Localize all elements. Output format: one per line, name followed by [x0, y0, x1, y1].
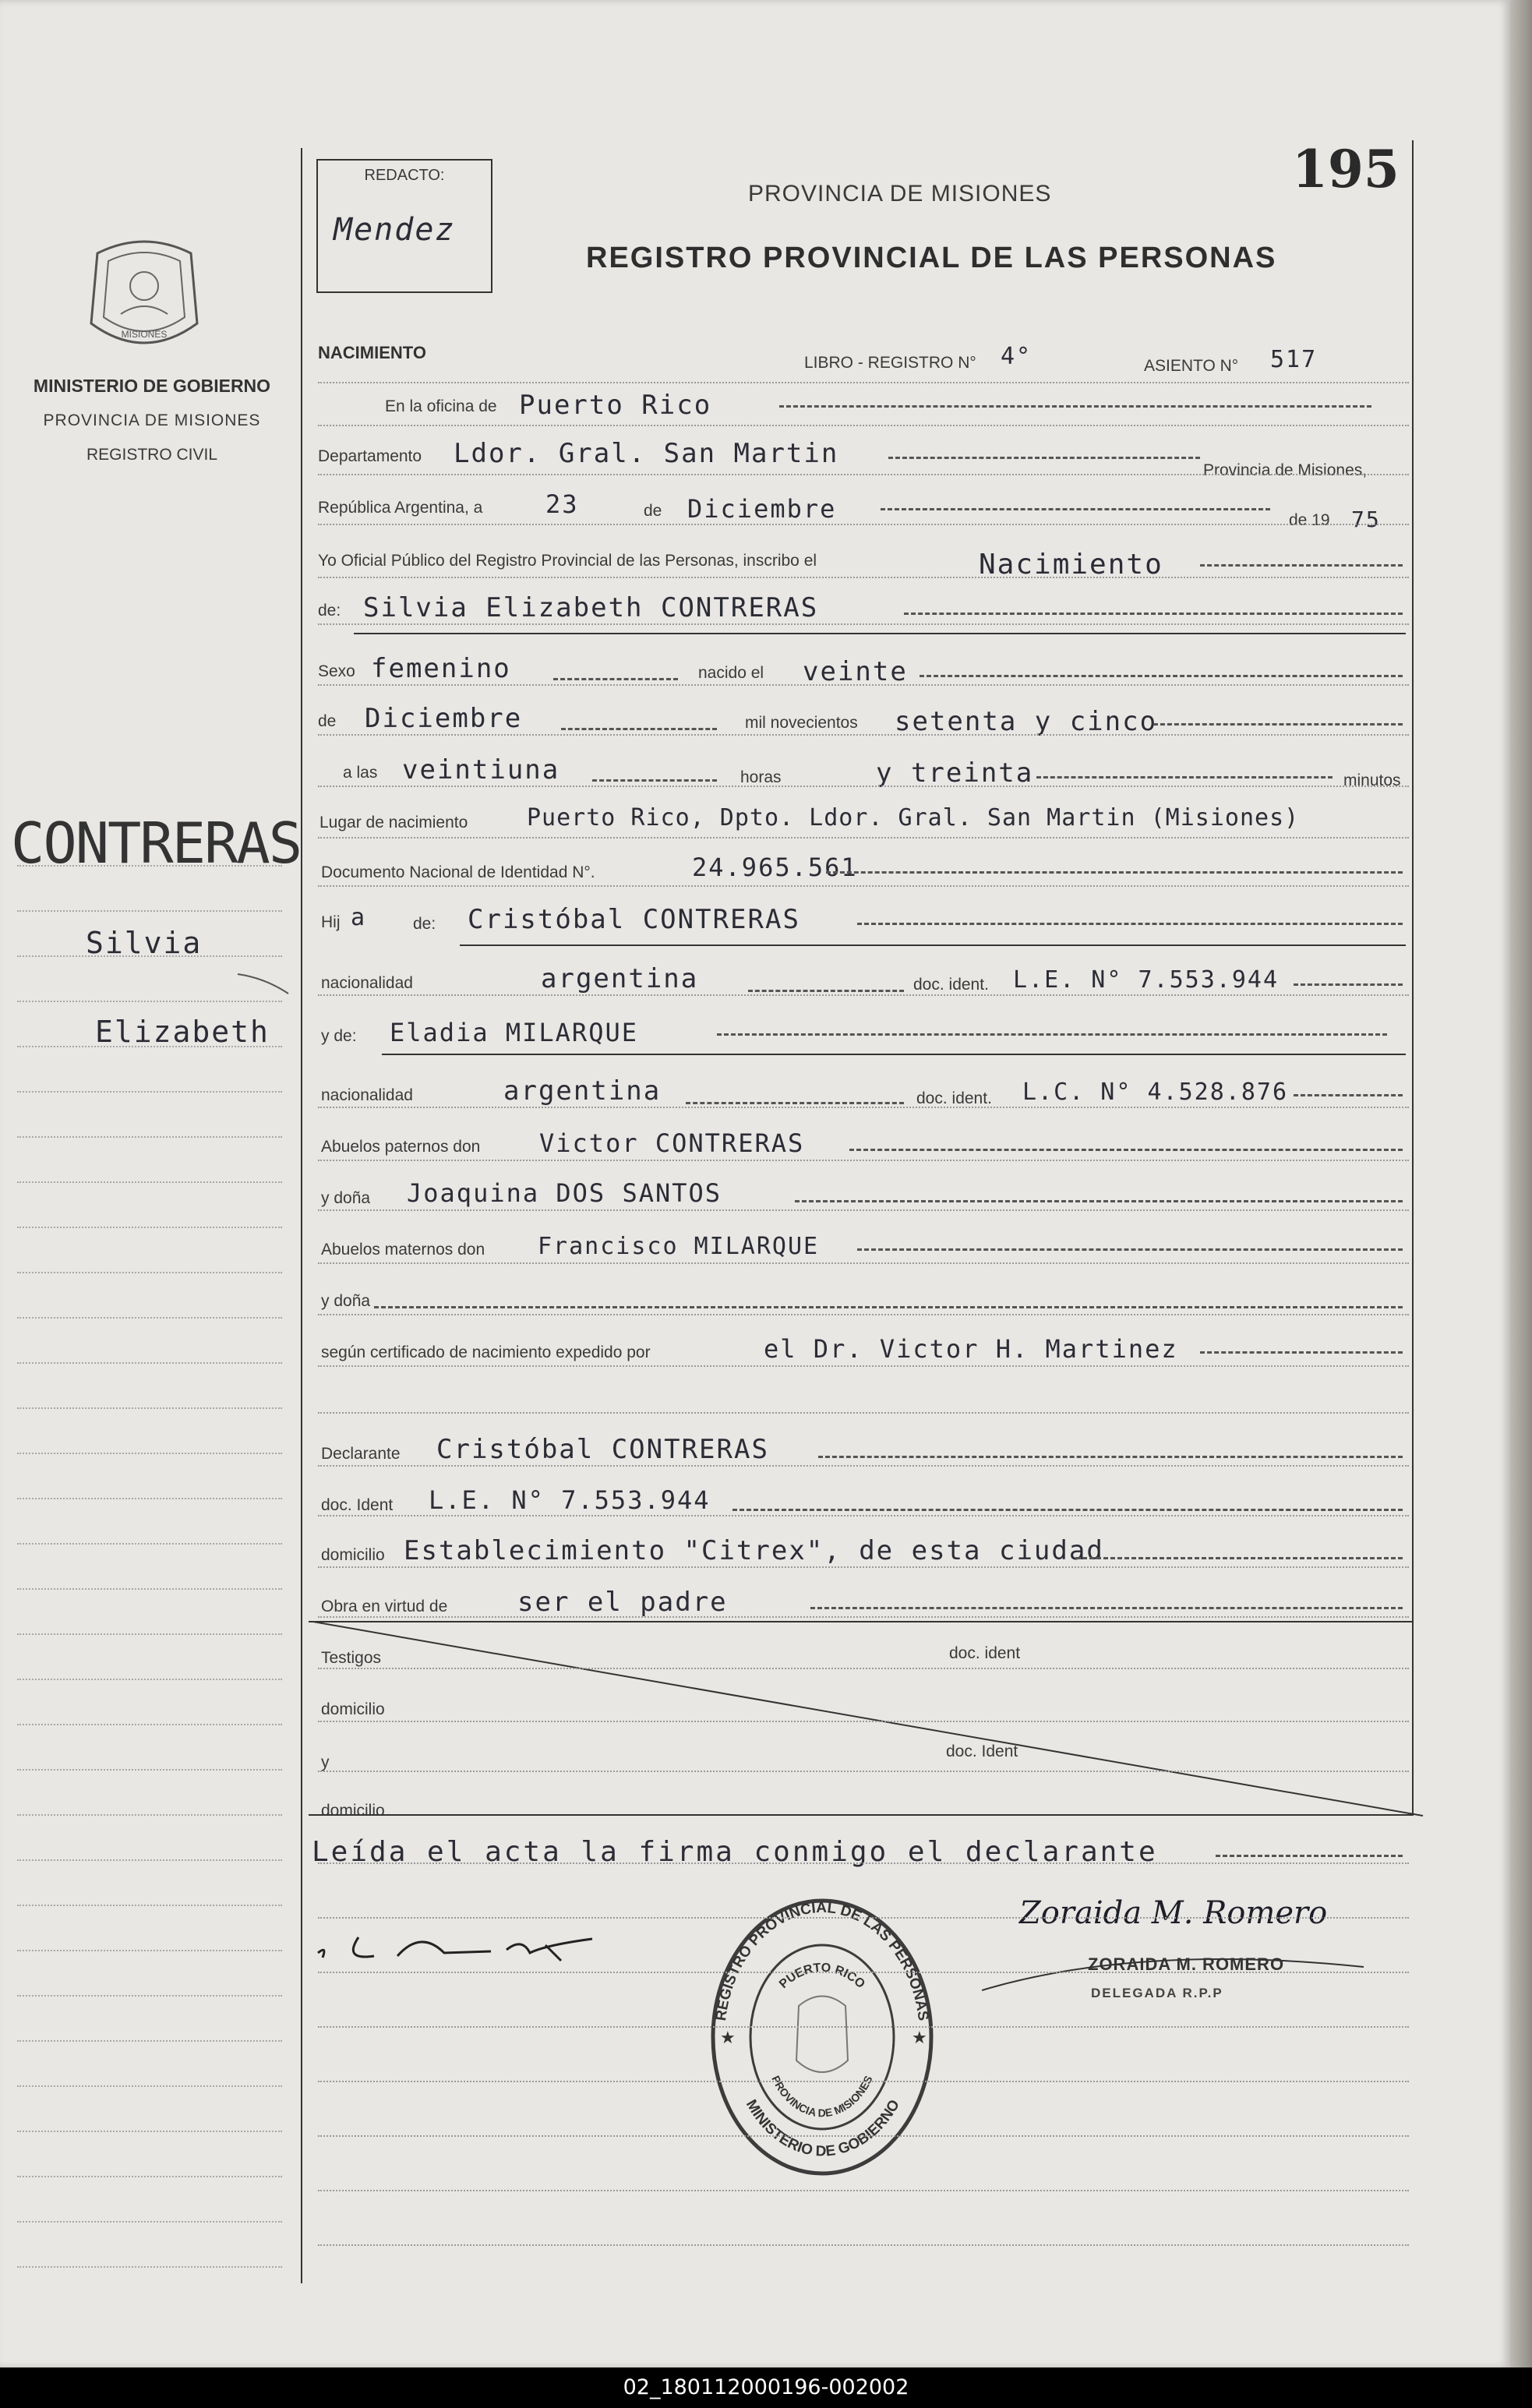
departamento-label: Departamento: [318, 447, 422, 465]
dash-filler: [857, 923, 1403, 925]
officer-signature: Zoraida M. Romero: [1019, 1895, 1328, 1931]
form-ruled-line: [318, 474, 1409, 475]
nacimiento-label: NACIMIENTO: [318, 343, 426, 362]
dash-filler: [1200, 564, 1403, 567]
margin-first-name: Silvia: [86, 926, 203, 960]
dash-filler: [561, 728, 717, 730]
form-ruled-line: [318, 1771, 1409, 1772]
book-edge: [1510, 0, 1532, 2367]
de19-label: de 19: [1289, 511, 1330, 529]
redacto-signature: Mendez: [334, 212, 456, 248]
pen-stroke-icon: [234, 970, 296, 1001]
dash-filler: [748, 990, 904, 992]
ydona1-label: y doña: [321, 1189, 371, 1207]
cancel-diagonal-line: [309, 1621, 1431, 1824]
form-ruled-line: [318, 1412, 1409, 1414]
testigos-label: Testigos: [321, 1649, 382, 1667]
header-registry: REGISTRO PROVINCIAL DE LAS PERSONAS: [586, 242, 1277, 274]
svg-text:★: ★: [912, 2028, 927, 2048]
dash-filler: [1294, 1094, 1403, 1096]
asiento-label: ASIENTO N°: [1144, 357, 1239, 375]
sexo-label: Sexo: [318, 662, 355, 680]
margin-ruled-line: [17, 910, 282, 912]
officer-stamp-role: DELEGADA R.P.P: [1091, 1986, 1223, 2000]
margin-ruled-line: [17, 865, 282, 867]
form-ruled-line: [318, 623, 1409, 625]
dash-filler: [1216, 1855, 1403, 1857]
redacto-box: [316, 159, 492, 293]
redacto-label: REDACTO:: [364, 167, 445, 184]
margin-ruled-line: [17, 1724, 282, 1725]
nacido-value: veinte: [803, 656, 908, 687]
abpat2-value: Joaquina DOS SANTOS: [407, 1178, 722, 1208]
form-ruled-line: [318, 2135, 1409, 2137]
nac2-label: nacionalidad: [321, 1086, 413, 1104]
libro-label: LIBRO - REGISTRO N°: [804, 354, 976, 372]
margin-ruled-line: [17, 1950, 282, 1951]
margin-ruled-line: [17, 2221, 282, 2223]
dash-filler: [553, 678, 678, 680]
mes-value: Diciembre: [687, 494, 837, 524]
ministry-province: PROVINCIA DE MISIONES: [43, 411, 261, 429]
dni-value: 24.965.561: [692, 853, 858, 882]
form-ruled-line: [318, 1668, 1409, 1669]
form-ruled-line: [318, 1262, 1409, 1264]
form-ruled-line: [318, 1566, 1409, 1568]
madre-underline: [382, 1054, 1406, 1055]
form-ruled-line: [318, 837, 1409, 839]
margin-ruled-line: [17, 1001, 282, 1002]
margin-ruled-line: [17, 1136, 282, 1138]
nac1-value: argentina: [541, 963, 699, 994]
form-ruled-line: [318, 1515, 1409, 1516]
margin-ruled-line: [17, 1633, 282, 1635]
form-ruled-line: [318, 2244, 1409, 2246]
obra-label: Obra en virtud de: [321, 1598, 448, 1615]
obra-value: ser el padre: [517, 1587, 728, 1618]
svg-text:PUERTO RICO: PUERTO RICO: [777, 1961, 867, 1992]
nacido-label: nacido el: [698, 664, 764, 682]
margin-ruled-line: [17, 2176, 282, 2177]
dash-filler: [849, 1149, 1403, 1151]
margin-ruled-line: [17, 2085, 282, 2087]
form-ruled-line: [318, 2026, 1409, 2028]
margin-ruled-line: [17, 955, 282, 957]
margin-ruled-line: [17, 1272, 282, 1273]
svg-text:REGISTRO PROVINCIAL DE LAS PER: REGISTRO PROVINCIAL DE LAS PERSONAS: [713, 1899, 931, 2022]
form-ruled-line: [318, 1465, 1409, 1467]
domicilio-value: Establecimiento "Citrex", de esta ciudad: [404, 1535, 1104, 1566]
margin-ruled-line: [17, 1588, 282, 1590]
form-ruled-line: [318, 577, 1409, 578]
horas-value: veintiuna: [402, 754, 560, 786]
margin-ruled-line: [17, 1227, 282, 1228]
sexo-value: femenino: [371, 653, 511, 684]
doc1-value: L.E. N° 7.553.944: [1013, 966, 1280, 994]
margin-ruled-line: [17, 2131, 282, 2132]
alas-label: a las: [343, 764, 378, 782]
form-ruled-line: [318, 1107, 1409, 1108]
form-ruled-line: [318, 2190, 1409, 2191]
margin-ruled-line: [17, 1453, 282, 1454]
ministry-title: MINISTERIO DE GOBIERNO: [33, 376, 271, 396]
doc2-value: L.C. N° 4.528.876: [1022, 1079, 1289, 1106]
testigo-domicilio-label: domicilio: [321, 1700, 385, 1718]
form-ruled-line: [318, 1160, 1409, 1161]
domicilio-label: domicilio: [321, 1546, 385, 1564]
dash-filler: [818, 1456, 1403, 1458]
header-province: PROVINCIA DE MISIONES: [748, 181, 1052, 207]
form-ruled-line: [318, 1209, 1409, 1211]
ministry-office: REGISTRO CIVIL: [86, 446, 218, 464]
nombre-value: Silvia Elizabeth CONTRERAS: [363, 592, 819, 623]
margin-second-name: Elizabeth: [95, 1015, 270, 1049]
cert-value: el Dr. Victor H. Martinez: [764, 1334, 1178, 1364]
margin-ruled-line: [17, 1362, 282, 1364]
horas-label: horas: [740, 768, 782, 786]
form-ruled-line: [318, 786, 1409, 787]
margin-ruled-line: [17, 1995, 282, 1997]
dash-filler: [1036, 776, 1333, 779]
oficina-label: En la oficina de: [385, 397, 497, 415]
libro-value: 4°: [1001, 343, 1033, 370]
de2-label: de: [318, 712, 337, 730]
margin-surname: CONTRERAS: [11, 810, 302, 876]
svg-text:★: ★: [720, 2028, 736, 2048]
margin-ruled-line: [17, 1498, 282, 1499]
form-ruled-line: [318, 885, 1409, 887]
yde-label: y de:: [321, 1027, 357, 1045]
testigo2-domicilio-label: domicilio: [321, 1802, 385, 1820]
abpat-label: Abuelos paternos don: [321, 1138, 481, 1156]
departamento-value: Ldor. Gral. San Martin: [454, 438, 839, 469]
hijo-de-label: de:: [413, 915, 436, 933]
yo-label: Yo Oficial Público del Registro Provincial de las Personas, inscribo el: [318, 552, 817, 570]
provincia-label: Provincia de Misiones,: [1203, 461, 1368, 479]
leida-text: Leída el acta la firma conmigo el declarante: [312, 1836, 1158, 1868]
acto-value: Nacimiento: [979, 549, 1163, 581]
dash-filler: [904, 613, 1403, 615]
margin-ruled-line: [17, 1317, 282, 1319]
dash-filler: [717, 1033, 1387, 1036]
docid-label: doc. Ident: [321, 1496, 394, 1514]
witness-top-rule: [309, 1621, 1414, 1622]
image-caption: 02_180112000196-002002: [0, 2367, 1532, 2408]
ydona2-label: y doña: [321, 1292, 371, 1310]
dni-label: Documento Nacional de Identidad N°.: [321, 863, 595, 881]
margin-rule: [301, 148, 302, 2283]
hijo-label: Hij: [321, 913, 341, 931]
declarant-signature-icon: [312, 1922, 623, 1976]
margin-ruled-line: [17, 1046, 282, 1047]
declarante-label: Declarante: [321, 1445, 401, 1463]
dash-filler: [779, 405, 1371, 408]
margin-ruled-line: [17, 1814, 282, 1816]
form-ruled-line: [318, 425, 1409, 426]
lugar-value: Puerto Rico, Dpto. Ldor. Gral. San Martin (Misiones): [527, 804, 1300, 832]
oficina-value: Puerto Rico: [519, 390, 712, 421]
abmat-label: Abuelos maternos don: [321, 1241, 485, 1259]
form-ruled-line: [318, 1365, 1409, 1367]
nac2-value: argentina: [503, 1075, 662, 1107]
province-seal-icon: [82, 230, 207, 362]
de-nombre-label: de:: [318, 602, 341, 620]
asiento-value: 517: [1270, 346, 1318, 373]
dash-filler: [374, 1306, 1403, 1308]
padre-value: Cristóbal CONTRERAS: [468, 904, 800, 935]
margin-ruled-line: [17, 1905, 282, 1906]
dash-filler: [810, 1607, 1403, 1609]
nac1-label: nacionalidad: [321, 974, 413, 992]
form-ruled-line: [318, 734, 1409, 736]
margin-ruled-line: [17, 1407, 282, 1409]
dash-filler: [1294, 983, 1403, 986]
mes2-value: Diciembre: [365, 703, 523, 734]
margin-ruled-line: [17, 2266, 282, 2268]
anio-value: 75: [1351, 507, 1381, 532]
margin-ruled-line: [17, 1181, 282, 1183]
testigo2-doc-label: doc. Ident: [946, 1742, 1018, 1760]
milnov-label: mil novecientos: [745, 714, 858, 732]
dash-filler: [732, 1509, 1403, 1511]
form-ruled-line: [318, 994, 1409, 996]
padre-underline: [460, 944, 1406, 946]
dash-filler: [686, 1102, 904, 1104]
y-label: y: [321, 1753, 330, 1771]
right-rule: [1412, 140, 1414, 1816]
minutos-value: y treinta: [876, 757, 1034, 789]
margin-ruled-line: [17, 1543, 282, 1545]
dash-filler: [857, 1248, 1403, 1251]
dash-filler: [795, 1200, 1403, 1202]
form-ruled-line: [318, 1862, 1409, 1864]
margin-ruled-line: [17, 1091, 282, 1093]
svg-text:PROVINCIA DE MISIONES: PROVINCIA DE MISIONES: [769, 2073, 875, 2120]
witness-bottom-rule: [309, 1814, 1414, 1816]
officer-stamp-name: ZORAIDA M. ROMERO: [1088, 1954, 1285, 1974]
margin-ruled-line: [17, 2040, 282, 2042]
declarante-value: Cristóbal CONTRERAS: [436, 1434, 769, 1465]
dash-filler: [1200, 1351, 1403, 1354]
doc2-label: doc. ident.: [916, 1089, 992, 1107]
form-ruled-line: [318, 1314, 1409, 1315]
form-ruled-line: [318, 1917, 1409, 1919]
dash-filler: [826, 871, 1403, 874]
page-number: 195: [1292, 139, 1400, 199]
svg-text:MISIONES: MISIONES: [121, 329, 168, 340]
svg-text:MINISTERIO DE GOBIERNO: MINISTERIO DE GOBIERNO: [742, 2096, 904, 2160]
cert-label: según certificado de nacimiento expedido por: [321, 1343, 651, 1361]
form-ruled-line: [318, 524, 1409, 525]
abmat-value: Francisco MILARQUE: [538, 1233, 820, 1260]
minutos-label: minutos: [1343, 771, 1401, 789]
form-ruled-line: [318, 2081, 1409, 2082]
docid-value: L.E. N° 7.553.944: [429, 1485, 711, 1515]
dash-filler: [920, 675, 1403, 677]
officer-signature-stroke-icon: [982, 1951, 1371, 1998]
margin-ruled-line: [17, 1679, 282, 1680]
anio2-value: setenta y cinco: [895, 706, 1158, 737]
abpat-value: Victor CONTRERAS: [539, 1128, 805, 1158]
dia-value: 23: [545, 489, 579, 519]
margin-ruled-line: [17, 1859, 282, 1861]
form-ruled-line: [318, 1972, 1409, 1973]
hijo-suffix: a: [351, 904, 367, 931]
dash-filler: [1153, 723, 1403, 726]
form-ruled-line: [318, 382, 1409, 383]
lugar-label: Lugar de nacimiento: [319, 814, 468, 832]
dash-filler: [592, 779, 717, 782]
republica-label: República Argentina, a: [318, 499, 483, 517]
form-ruled-line: [318, 1616, 1409, 1618]
dash-filler: [881, 508, 1270, 510]
official-stamp-icon: [701, 1889, 943, 2185]
madre-value: Eladia MILARQUE: [390, 1018, 638, 1047]
form-ruled-line: [318, 1721, 1409, 1722]
margin-ruled-line: [17, 1769, 282, 1771]
testigos-doc-label: doc. ident: [949, 1644, 1021, 1662]
de-label: de: [644, 502, 662, 520]
dash-filler: [1075, 1557, 1403, 1559]
doc1-label: doc. ident.: [913, 976, 989, 994]
nombre-underline: [354, 633, 1406, 634]
form-ruled-line: [318, 684, 1409, 686]
dash-filler: [888, 457, 1200, 459]
